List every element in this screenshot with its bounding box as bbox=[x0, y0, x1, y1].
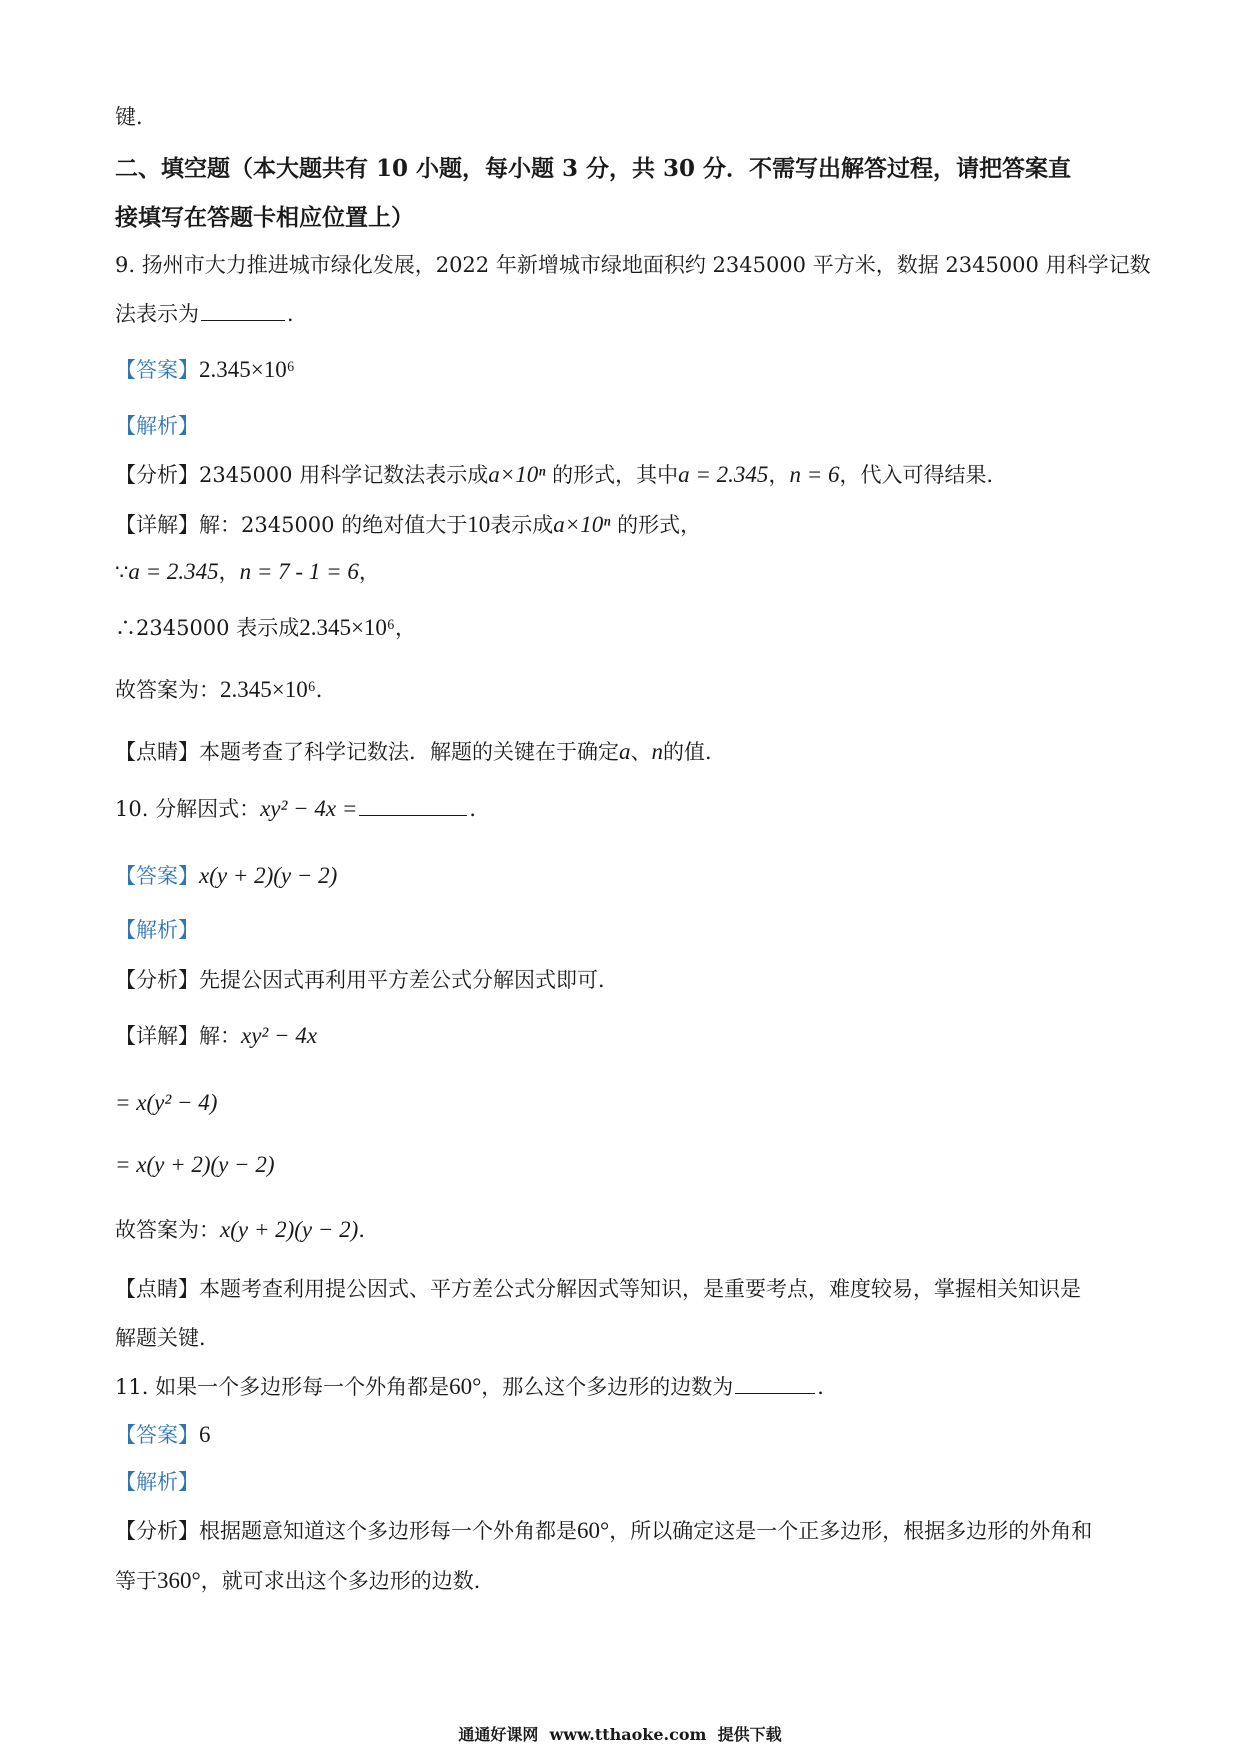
text: ，所以确定这是一个正多边形，根据多边形的外角和 bbox=[609, 1519, 1093, 1543]
text: 2345000 表示成 bbox=[136, 616, 300, 640]
math: a = 2.345 bbox=[128, 559, 219, 584]
text: 的值． bbox=[663, 740, 726, 764]
text: ． bbox=[817, 1375, 839, 1399]
text: 11. 如果一个多边形每一个外角都是 bbox=[115, 1375, 450, 1399]
section-heading-cont: 接填写在答题卡相应位置上） bbox=[115, 204, 414, 231]
text: 故答案为： bbox=[115, 678, 220, 702]
text: 法表示为 bbox=[115, 302, 199, 326]
text: 本题考查了科学记数法．解题的关键在于确定 bbox=[199, 740, 619, 764]
text: ，代入可得结果． bbox=[839, 463, 1008, 487]
math: xy² − 4x = bbox=[260, 796, 358, 821]
math: 2.345×10⁶ bbox=[220, 677, 316, 702]
text: 表示成 bbox=[490, 513, 554, 537]
therefore-line bbox=[115, 613, 416, 643]
text: 故答案为： bbox=[115, 1218, 220, 1242]
page-footer: 通通好课网 www.tthaoke.com 提供下载 bbox=[458, 1725, 782, 1744]
fenxi-line-cont bbox=[115, 1566, 495, 1596]
dianjing-line bbox=[115, 737, 726, 767]
math-step: = x(y + 2)(y − 2) bbox=[115, 1152, 275, 1177]
fenxi-line bbox=[115, 1516, 1092, 1546]
answer-blank bbox=[359, 795, 467, 816]
xiangjie-tag: 【详解】 bbox=[115, 513, 199, 537]
text: ． bbox=[358, 1218, 380, 1242]
text: ， bbox=[768, 463, 790, 487]
text: ． bbox=[315, 678, 337, 702]
question-11 bbox=[115, 1372, 838, 1402]
math: a = 2.345 bbox=[678, 462, 769, 487]
xiangjie-line bbox=[115, 1021, 317, 1051]
xiangjie-line bbox=[115, 510, 701, 540]
jiexi-tag: 【解析】 bbox=[115, 414, 199, 438]
text: ． bbox=[287, 302, 308, 326]
text: ，就可求出这个多边形的边数． bbox=[200, 1569, 495, 1593]
answer-blank bbox=[201, 300, 285, 321]
math: 60° bbox=[449, 1374, 482, 1399]
answer-tag: 【答案】 bbox=[115, 864, 199, 888]
math: x(y + 2)(y − 2) bbox=[220, 1217, 359, 1242]
fenxi-line bbox=[115, 460, 1007, 490]
math: xy² − 4x bbox=[241, 1023, 318, 1048]
dianjing-tag: 【点睛】 bbox=[115, 740, 199, 764]
xiangjie-tag: 【详解】 bbox=[115, 1024, 199, 1048]
math: 10 bbox=[467, 512, 491, 537]
math: a×10ⁿ bbox=[553, 512, 611, 537]
text: ，那么这个多边形的边数为 bbox=[481, 1375, 734, 1399]
answer-line bbox=[115, 355, 295, 385]
text: ， bbox=[394, 616, 416, 640]
text: 根据题意知道这个多边形每一个外角都是 bbox=[199, 1519, 577, 1543]
math-step: = x(y² − 4) bbox=[115, 1090, 218, 1115]
text: 本题考查利用提公因式、平方差公式分解因式等知识，是重要考点，难度较易，掌握相关知识是 bbox=[199, 1277, 1081, 1301]
text: 2345000 用科学记数法表示成 bbox=[199, 463, 489, 487]
jiexi-tag: 【解析】 bbox=[115, 1470, 199, 1494]
because-line bbox=[115, 557, 380, 587]
question-9-cont bbox=[115, 299, 308, 329]
answer-tag: 【答案】 bbox=[115, 358, 199, 382]
answer-tag: 【答案】 bbox=[115, 1423, 199, 1447]
math: n bbox=[651, 739, 663, 764]
final-answer-line bbox=[115, 1215, 379, 1245]
text: 的形式， bbox=[610, 513, 702, 537]
dianjing-line bbox=[115, 1274, 1081, 1304]
fenxi-tag: 【分析】 bbox=[115, 463, 199, 487]
answer-math: 6 bbox=[199, 1422, 211, 1447]
fenxi-tag: 【分析】 bbox=[115, 1519, 199, 1543]
fenxi-tag: 【分析】 bbox=[115, 968, 199, 992]
text: 解：2345000 的绝对值大于 bbox=[199, 513, 468, 537]
question-10 bbox=[115, 794, 490, 824]
jiexi-tag: 【解析】 bbox=[115, 918, 199, 942]
dianjing-tag: 【点睛】 bbox=[115, 1277, 199, 1301]
answer-line bbox=[115, 861, 337, 891]
answer-blank bbox=[735, 1373, 815, 1394]
therefore-symbol: ∴ bbox=[115, 616, 136, 640]
section-heading: 二、填空题（本大题共有 10 小题，每小题 3 分，共 30 分．不需写出解答过程，请把答案直 bbox=[115, 155, 1072, 182]
dianjing-line-cont: 解题关键． bbox=[115, 1326, 220, 1350]
text: ． bbox=[469, 797, 491, 821]
text: ， bbox=[358, 560, 380, 584]
math: 360° bbox=[157, 1568, 201, 1593]
question-9: 9. 扬州市大力推进城市绿化发展，2022 年新增城市绿地面积约 2345000 平方米，数据 2345000 用科学记数 bbox=[115, 253, 1151, 277]
because-symbol: ∵ bbox=[115, 560, 129, 584]
text: 10. 分解因式： bbox=[115, 797, 261, 821]
text: 、 bbox=[630, 740, 652, 764]
text: ， bbox=[218, 560, 240, 584]
math: a bbox=[619, 739, 631, 764]
answer-math: 2.345×10⁶ bbox=[199, 357, 295, 382]
text: 的形式，其中 bbox=[545, 463, 679, 487]
math: 60° bbox=[577, 1518, 610, 1543]
text: 等于 bbox=[115, 1569, 157, 1593]
answer-math: x(y + 2)(y − 2) bbox=[199, 863, 338, 888]
math: n = 7 - 1 = 6 bbox=[239, 559, 359, 584]
text: 先提公因式再利用平方差公式分解因式即可． bbox=[199, 968, 619, 992]
text: 解： bbox=[199, 1024, 241, 1048]
text-line: 键． bbox=[115, 105, 157, 129]
answer-line bbox=[115, 1420, 211, 1450]
fenxi-line bbox=[115, 965, 619, 995]
final-answer-line bbox=[115, 675, 337, 705]
math: n = 6 bbox=[789, 462, 840, 487]
math: 2.345×10⁶ bbox=[299, 615, 395, 640]
math: a×10ⁿ bbox=[488, 462, 546, 487]
